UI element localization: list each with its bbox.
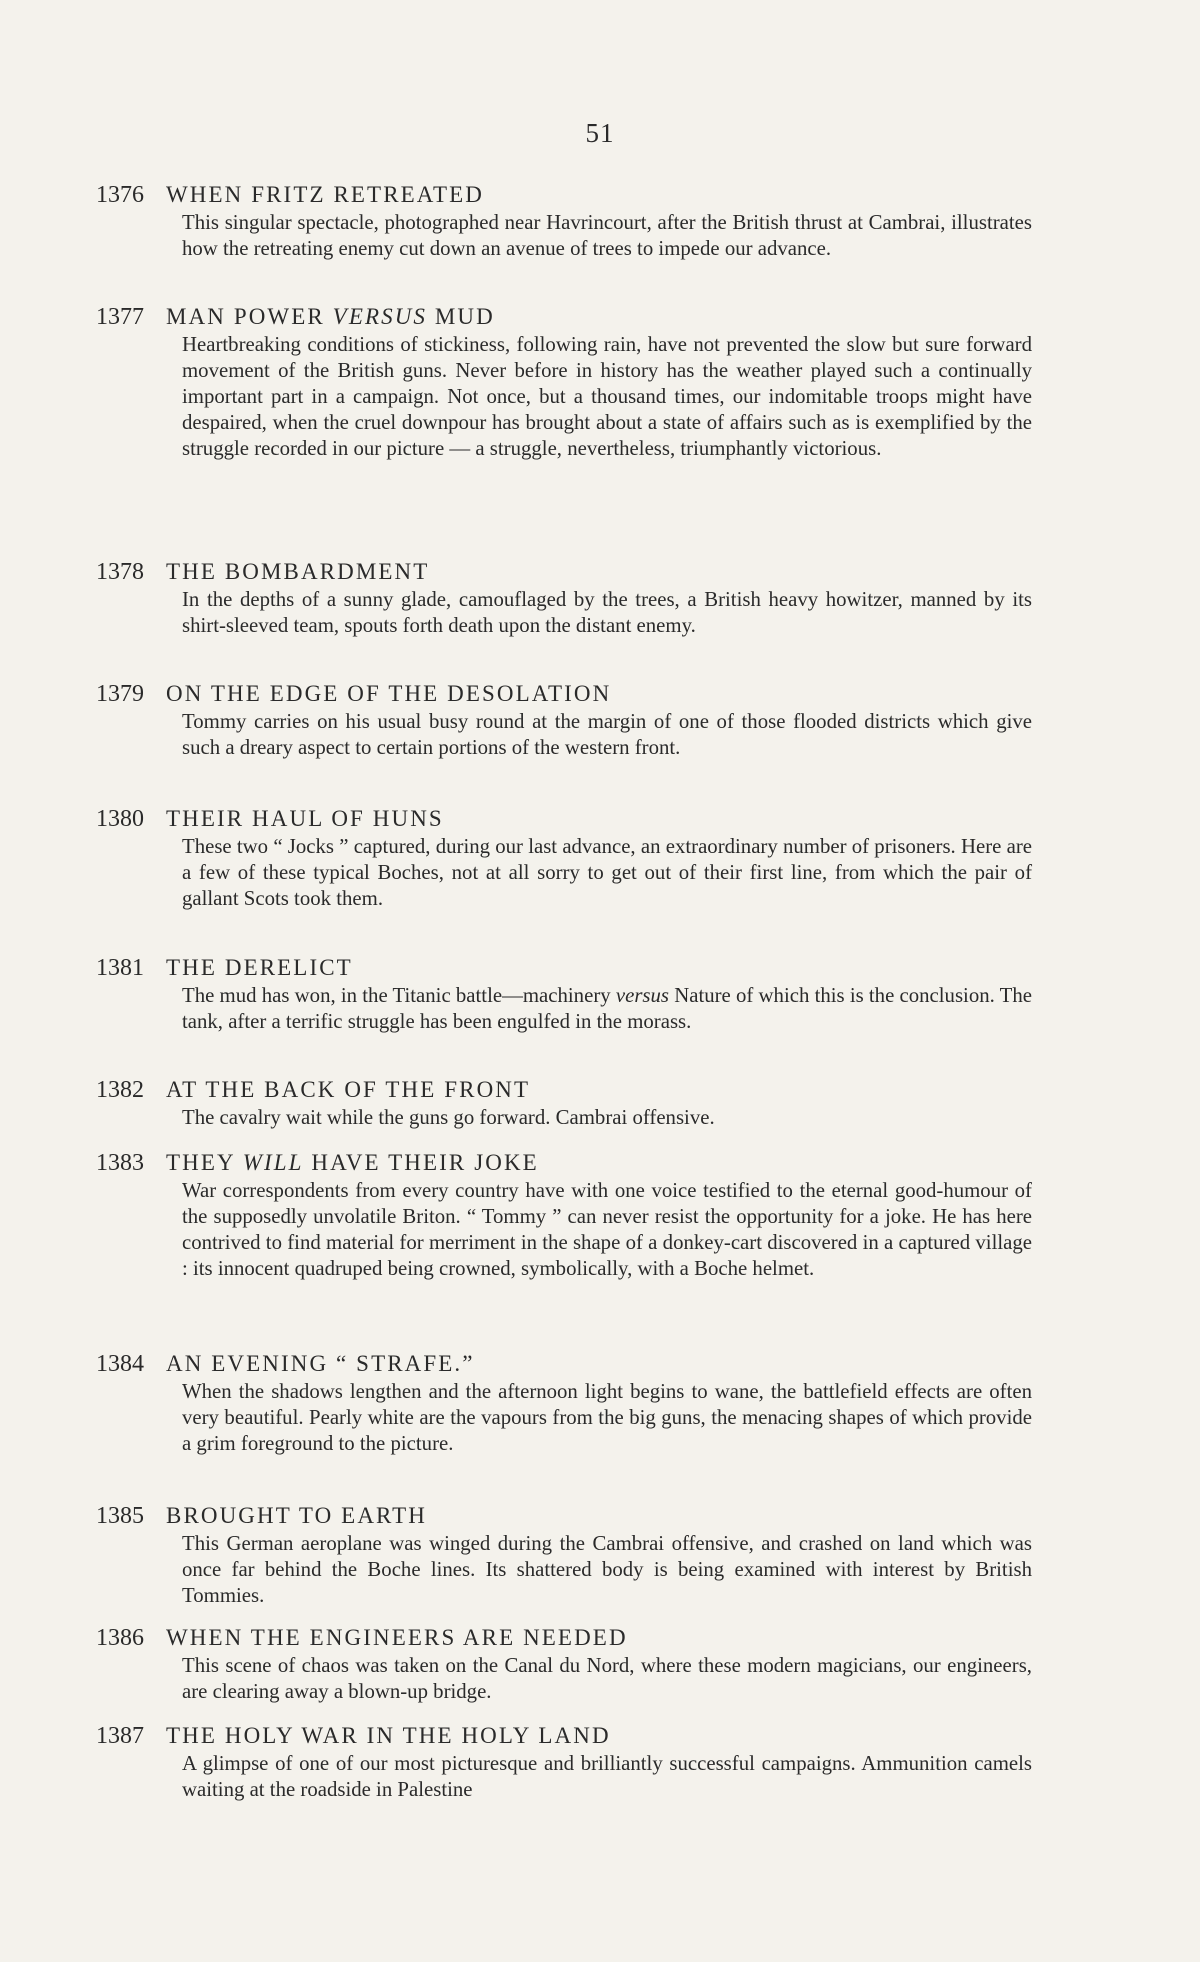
entry-description <box>182 983 1032 1035</box>
catalogue-entry <box>96 182 1036 262</box>
catalogue-entry <box>96 1150 1036 1282</box>
entry-title: THE DERELICT <box>166 955 353 980</box>
catalogue-entry <box>96 1723 1036 1803</box>
entry-number: 1384 <box>96 1351 144 1377</box>
entry-number: 1378 <box>96 559 144 585</box>
entry-description: This German aeroplane was winged during the Cambrai offensive, and crashed on land which was once far behind the Boche lines. Its shattered body is being examined with interest by British Tommies. <box>182 1532 1032 1607</box>
entry-description: Heartbreaking conditions of stickiness, following rain, have not prevented the slow but sure forward movement of the British guns. Never before in history has the weather played such a continually important part in a campaign. Not once, but a thousand times, our indomitable troops might have despaired, when the cruel downpour has brought about a state of affairs such as is exemplified by the struggle recorded in our picture — a struggle, nevertheless, triumphantly victorious. <box>182 333 1032 460</box>
entry-title-part: THEY <box>166 1150 243 1175</box>
entry-title: THE BOMBARDMENT <box>166 559 430 584</box>
entry-number: 1386 <box>96 1625 144 1651</box>
catalogue-entry <box>96 1503 1036 1609</box>
entry-title <box>166 304 495 330</box>
entry-number: 1382 <box>96 1077 144 1103</box>
entry-title: ON THE EDGE OF THE DESOLATION <box>166 681 612 706</box>
entry-title: AN EVENING “ STRAFE.” <box>166 1351 475 1376</box>
catalogue-entry <box>96 1351 1036 1457</box>
entry-description: These two “ Jocks ” captured, during our last advance, an extraordinary number of prisoners. Here are a few of these typical Boches, not at all sorry to get out of their first line, from which the pair of gallant Scots took them. <box>182 835 1032 910</box>
entry-description: The cavalry wait while the guns go forward. Cambrai offensive. <box>182 1106 715 1129</box>
catalogue-entry <box>96 559 1036 639</box>
entry-number: 1385 <box>96 1503 144 1529</box>
entry-description: War correspondents from every country have with one voice testified to the eternal good-humour of the supposedly unvolatile Briton. “ Tommy ” can never resist the opportunity for a joke. He has here contrived to find material for merriment in the shape of a donkey-cart discovered in a captured village : its innocent quadruped being crowned, symbolically, with a Boche helmet. <box>182 1179 1032 1280</box>
entry-title-part: MAN POWER <box>166 304 333 329</box>
entry-description-part: Nature of which this is the conclusion. The tank, after a terrific struggle has been engulfed in the morass. <box>182 984 1032 1033</box>
catalogue-entry <box>96 681 1036 761</box>
catalogue-entry <box>96 1077 1036 1131</box>
catalogue-entry <box>96 955 1036 1035</box>
entry-title: THEIR HAUL OF HUNS <box>166 806 444 831</box>
entry-number: 1381 <box>96 955 144 981</box>
entry-title: WHEN THE ENGINEERS ARE NEEDED <box>166 1625 628 1650</box>
entry-description: In the depths of a sunny glade, camouflaged by the trees, a British heavy howitzer, manned by its shirt-sleeved team, spouts forth death upon the distant enemy. <box>182 588 1032 637</box>
entry-description: A glimpse of one of our most picturesque and brilliantly successful campaigns. Ammunition camels waiting at the roadside in Palestine <box>182 1752 1032 1801</box>
catalogue-entry <box>96 1625 1036 1705</box>
entry-number: 1376 <box>96 182 144 208</box>
page-number: 51 <box>585 118 615 148</box>
entry-description: When the shadows lengthen and the afternoon light begins to wane, the battlefield effects are often very beautiful. Pearly white are the vapours from the big guns, the menacing shapes of which provide a grim foreground to the picture. <box>182 1380 1032 1455</box>
entry-title: BROUGHT TO EARTH <box>166 1503 427 1528</box>
entry-number: 1383 <box>96 1150 144 1176</box>
entry-description: Tommy carries on his usual busy round at the margin of one of those flooded districts which give such a dreary aspect to certain portions of the western front. <box>182 710 1032 759</box>
entry-description-part: The mud has won, in the Titanic battle—machinery <box>182 984 616 1007</box>
entry-number: 1377 <box>96 304 144 330</box>
entry-number: 1379 <box>96 681 144 707</box>
entry-title: AT THE BACK OF THE FRONT <box>166 1077 531 1102</box>
entry-description-italic: versus <box>615 984 669 1007</box>
entry-title: THE HOLY WAR IN THE HOLY LAND <box>166 1723 611 1748</box>
entry-title-italic: VERSUS <box>332 304 428 329</box>
entry-description: This singular spectacle, photographed near Havrincourt, after the British thrust at Cambrai, illustrates how the retreating enemy cut down an avenue of trees to impede our advance. <box>182 211 1032 260</box>
entry-description: This scene of chaos was taken on the Canal du Nord, where these modern magicians, our engineers, are clearing away a blown-up bridge. <box>182 1654 1032 1703</box>
entry-title-part: HAVE THEIR JOKE <box>303 1150 539 1175</box>
catalogue-entry <box>96 806 1036 912</box>
entry-title <box>166 1150 539 1176</box>
entry-number: 1387 <box>96 1723 144 1749</box>
catalogue-entry <box>96 304 1036 462</box>
entry-title: WHEN FRITZ RETREATED <box>166 182 484 207</box>
entry-number: 1380 <box>96 806 144 832</box>
entry-title-italic: WILL <box>242 1150 304 1175</box>
entry-title-part: MUD <box>427 304 495 329</box>
